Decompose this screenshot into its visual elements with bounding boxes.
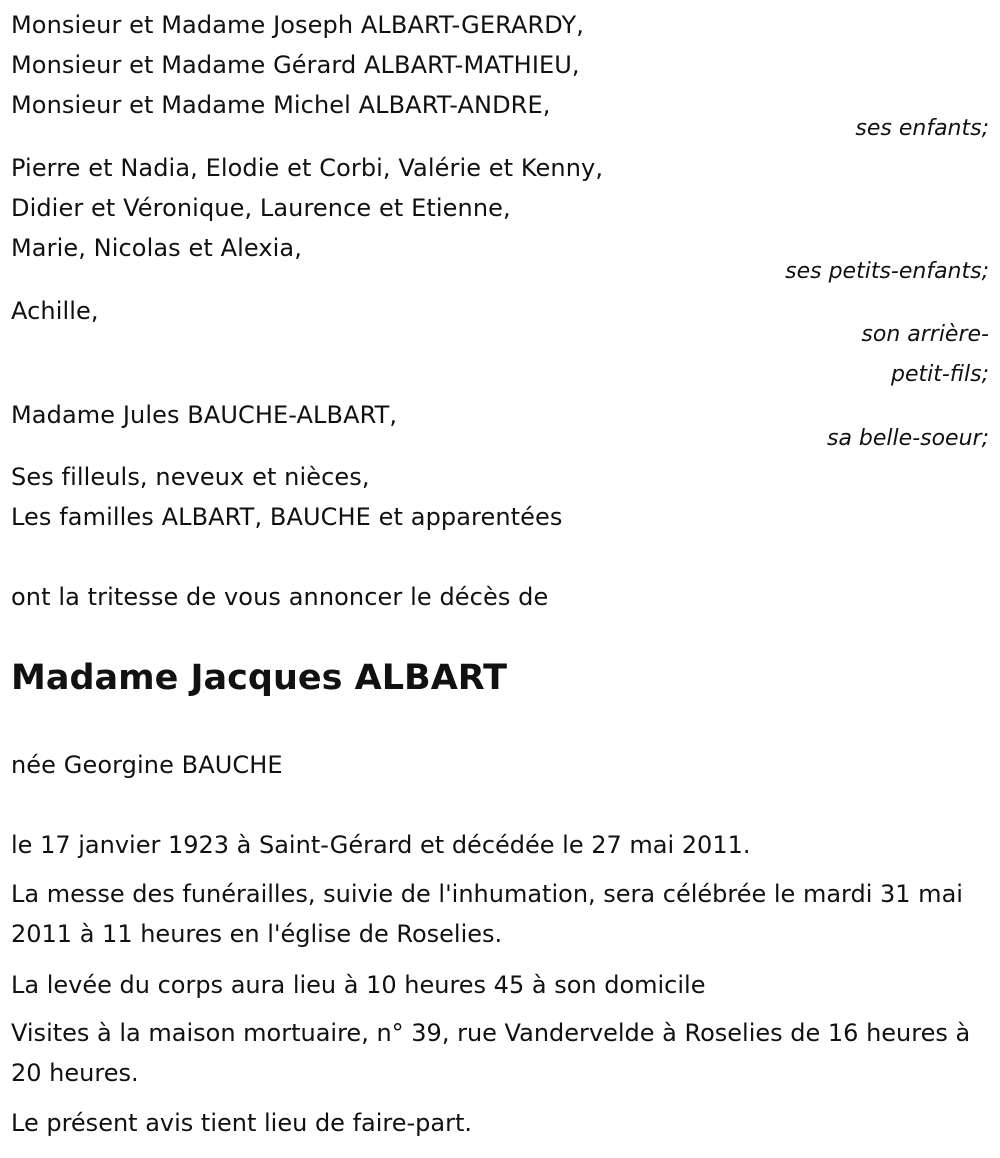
children-role: ses enfants; bbox=[855, 116, 989, 141]
sister-in-law-role: sa belle-soeur; bbox=[827, 426, 989, 451]
great-grandchild-line: Achille, bbox=[11, 297, 99, 325]
sister-in-law-line: Madame Jules BAUCHE-ALBART, bbox=[11, 401, 398, 429]
deceased-name: Madame Jacques ALBART bbox=[11, 658, 508, 698]
child-line: Monsieur et Madame Joseph ALBART-GERARDY, bbox=[11, 11, 584, 39]
notice-paragraph: Le présent avis tient lieu de faire-part. bbox=[11, 1109, 473, 1137]
grandchildren-role: ses petits-enfants; bbox=[785, 259, 989, 284]
levee-paragraph: La levée du corps aura lieu à 10 heures 45 à son domicile bbox=[11, 971, 706, 999]
great-grandchild-role: son arrière- bbox=[861, 322, 989, 347]
announcement: ont la tritesse de vous annoncer le décès de bbox=[11, 583, 549, 611]
grandchild-line: Marie, Nicolas et Alexia, bbox=[11, 234, 302, 262]
child-line: Monsieur et Madame Gérard ALBART-MATHIEU, bbox=[11, 51, 580, 79]
grandchild-line: Didier et Véronique, Laurence et Etienne, bbox=[11, 194, 511, 222]
grandchild-line: Pierre et Nadia, Elodie et Corbi, Valérie et Kenny, bbox=[11, 154, 604, 182]
funeral-paragraph: La messe des funérailles, suivie de l'inhumation, sera célébrée le mardi 31 mai 2011 à 11 heures en l'église de Roselies. bbox=[11, 880, 963, 948]
others-line: Les familles ALBART, BAUCHE et apparentées bbox=[11, 503, 563, 531]
dates-paragraph: le 17 janvier 1923 à Saint-Gérard et décédée le 27 mai 2011. bbox=[11, 831, 751, 859]
great-grandchild-role: petit-fils; bbox=[890, 362, 989, 387]
birth-name: née Georgine BAUCHE bbox=[11, 751, 283, 779]
others-line: Ses filleuls, neveux et nièces, bbox=[11, 463, 370, 491]
child-line: Monsieur et Madame Michel ALBART-ANDRE, bbox=[11, 91, 551, 119]
obituary-notice bbox=[11, 0, 989, 1158]
visits-paragraph: Visites à la maison mortuaire, n° 39, rue Vandervelde à Roselies de 16 heures à 20 heures. bbox=[11, 1019, 971, 1087]
